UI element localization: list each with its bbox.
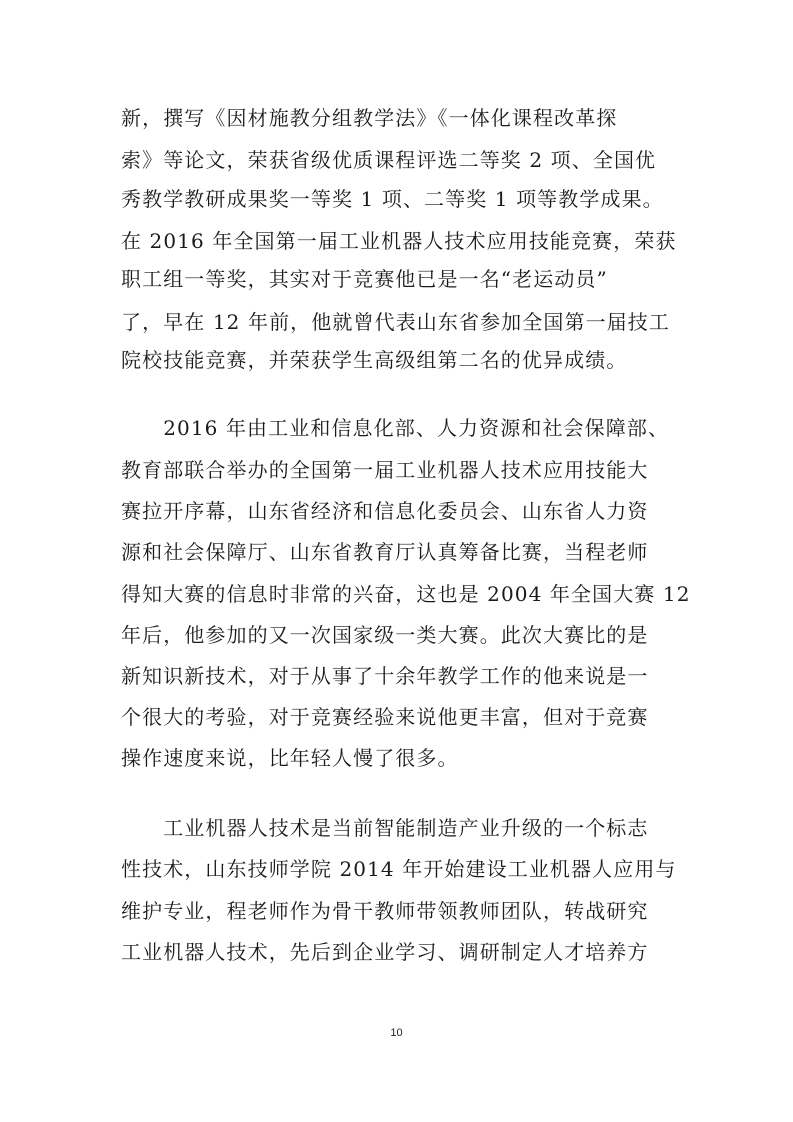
paragraph-1-line-6: 了，早在 12 年前，他就曾代表山东省参加全国第一届技工	[121, 310, 670, 334]
paragraph-2-line-5: 得知大赛的信息时非常的兴奋，这也是 2004 年全国大赛 12	[121, 582, 691, 606]
paragraph-1-line-7: 院校技能竞赛，并荣获学生高级组第二名的优异成绩。	[121, 348, 628, 372]
paragraph-1-line-4: 在 2016 年全国第一届工业机器人技术应用技能竞赛，荣获	[121, 229, 677, 253]
paragraph-2-line-3: 赛拉开序幕，山东省经济和信息化委员会、山东省人力资	[121, 499, 649, 523]
paragraph-2-line-8: 个很大的考验，对于竞赛经验来说他更丰富，但对于竞赛	[121, 705, 649, 729]
paragraph-1-line-1: 新，撰写《因材施教分组教学法》《一体化课程改革探	[121, 106, 618, 130]
paragraph-1-line-5: 职工组一等奖，其实对于竞赛他已是一名“老运动员”	[121, 267, 608, 291]
paragraph-3-line-2: 性技术，山东技师学院 2014 年开始建设工业机器人应用与	[121, 857, 677, 881]
paragraph-3-line-3: 维护专业，程老师作为骨干教师带领教师团队，转战研究	[121, 899, 649, 923]
paragraph-2-line-9: 操作速度来说，比年轻人慢了很多。	[121, 746, 459, 770]
paragraph-1-line-3: 秀教学教研成果奖一等奖 1 项、二等奖 1 项等教学成果。	[121, 187, 664, 211]
paragraph-3-line-4: 工业机器人技术，先后到企业学习、调研制定人才培养方	[121, 940, 649, 964]
paragraph-2-line-4: 源和社会保障厅、山东省教育厅认真筹备比赛，当程老师	[121, 540, 649, 564]
paragraph-2-line-6: 年后，他参加的又一次国家级一类大赛。此次大赛比的是	[121, 623, 649, 647]
paragraph-2-line-2: 教育部联合举办的全国第一届工业机器人技术应用技能大	[121, 458, 649, 482]
paragraph-2-line-7: 新知识新技术，对于从事了十余年教学工作的他来说是一	[121, 664, 649, 688]
paragraph-1-line-2: 索》等论文，荣获省级优质课程评选二等奖 2 项、全国优	[121, 148, 657, 172]
paragraph-3-line-1: 工业机器人技术是当前智能制造产业升级的一个标志	[121, 816, 649, 840]
paragraph-2-line-1: 2016 年由工业和信息化部、人力资源和社会保障部、	[121, 416, 670, 440]
page-number: 10	[390, 1027, 403, 1039]
